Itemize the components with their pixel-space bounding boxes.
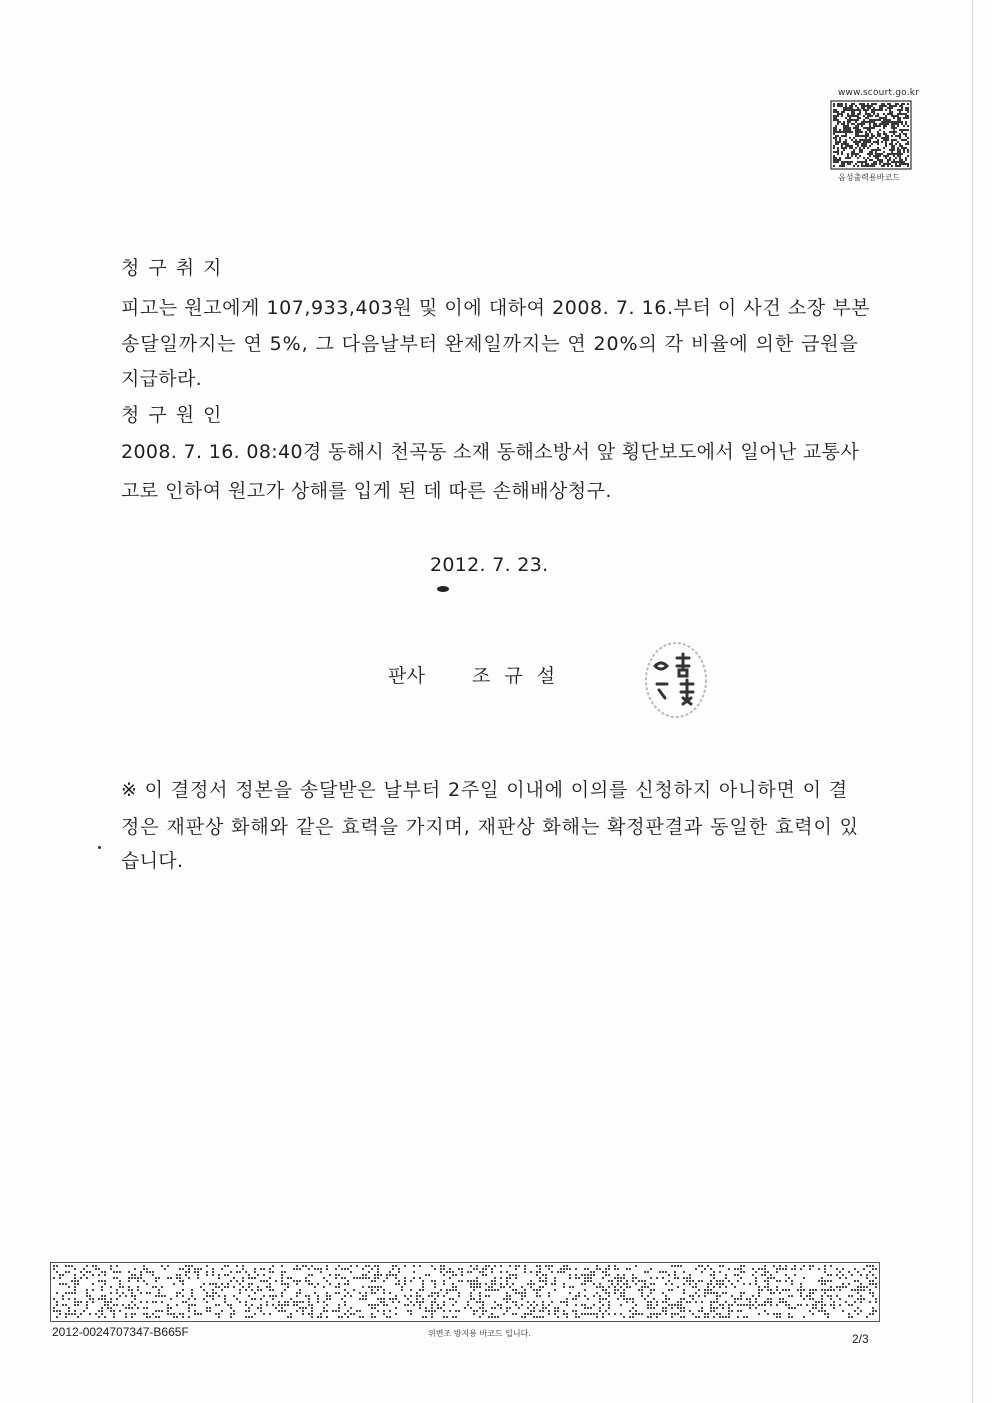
document-id: 2012-0024707347-B665F <box>52 1325 189 1339</box>
judge-name: 조규설 <box>472 665 570 687</box>
judge-seal-stamp <box>643 640 709 720</box>
judge-title: 판사 <box>388 665 426 687</box>
claim-cause-line: 2008. 7. 16. 08:40경 동해시 천곡동 소재 동해소방서 앞 횡단보도에서 일어난 교통사 <box>121 441 860 463</box>
ink-speck <box>98 846 101 849</box>
page-number: 2/3 <box>852 1332 869 1346</box>
notice-line: 정은 재판상 화해와 같은 효력을 가지며, 재판상 화해는 확정판결과 동일한 효력이 있 <box>121 816 859 838</box>
qr-url-text: www.scourt.go.kr <box>838 88 920 98</box>
notice-line: ※ 이 결정서 정본을 송달받은 날부터 2주일 이내에 이의를 신청하지 아니하면 이 결 <box>121 779 848 801</box>
qr-code-icon <box>830 100 912 170</box>
notice-line: 습니다. <box>121 850 184 872</box>
claim-purpose-line: 피고는 원고에게 107,933,403원 및 이에 대하여 2008. 7. 16.부터 이 사건 소장 부본 <box>121 297 871 319</box>
scan-edge-line <box>972 0 973 1403</box>
document-date: 2012. 7. 23. <box>430 554 549 576</box>
barcode-notice: 위변조 방지용 바코드 입니다. <box>428 1329 531 1338</box>
claim-purpose-line: 지급하라. <box>121 368 202 390</box>
anti-forgery-barcode <box>50 1262 880 1322</box>
qr-caption: 음성출력용바코드 <box>838 173 900 182</box>
ink-mark <box>437 586 449 592</box>
claim-cause-line: 고로 인하여 원고가 상해를 입게 된 데 따른 손해배상청구. <box>121 480 612 502</box>
claim-purpose-line: 송달일까지는 연 5%, 그 다음날부터 완제일까지는 연 20%의 각 비율에 의한 금원을 <box>121 333 859 355</box>
claim-purpose-heading: 청구취지 <box>121 257 231 279</box>
claim-cause-heading: 청구원인 <box>121 404 231 426</box>
